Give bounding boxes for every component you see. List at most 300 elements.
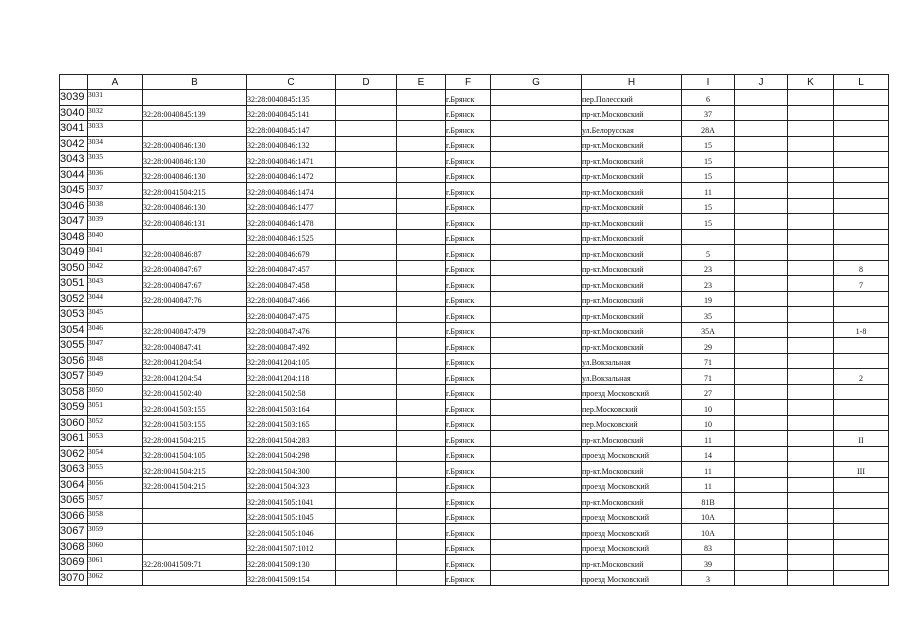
cell-h[interactable]: проезд Московский (582, 508, 682, 524)
cell-b[interactable] (143, 524, 247, 540)
cell-h[interactable]: пр-кт.Московский (582, 183, 682, 199)
cell-i[interactable]: 71 (682, 353, 735, 369)
cell-a[interactable]: 3041 (88, 245, 143, 261)
cell-h[interactable]: пр-кт.Московский (582, 307, 682, 323)
cell-g[interactable] (491, 555, 582, 571)
cell-i[interactable]: 35А (682, 322, 735, 338)
cell-j[interactable] (735, 307, 788, 323)
cell-h[interactable]: проезд Московский (582, 384, 682, 400)
cell-c[interactable]: 32:28:0040846:1478 (247, 214, 336, 230)
cell-h[interactable]: ул.Белорусская (582, 121, 682, 137)
cell-g[interactable] (491, 462, 582, 478)
cell-l[interactable]: 2 (834, 369, 889, 385)
cell-i[interactable]: 11 (682, 462, 735, 478)
cell-d[interactable] (336, 338, 397, 354)
cell-j[interactable] (735, 353, 788, 369)
cell-c[interactable]: 32:28:0040847:475 (247, 307, 336, 323)
cell-e[interactable] (397, 508, 446, 524)
cell-d[interactable] (336, 384, 397, 400)
cell-e[interactable] (397, 245, 446, 261)
cell-b[interactable]: 32:28:0041509:71 (143, 555, 247, 571)
cell-a[interactable]: 3038 (88, 198, 143, 214)
cell-e[interactable] (397, 477, 446, 493)
cell-k[interactable] (788, 539, 834, 555)
cell-k[interactable] (788, 136, 834, 152)
column-header-i[interactable]: I (682, 75, 735, 90)
cell-f[interactable]: г.Брянск (446, 183, 491, 199)
row-number[interactable]: 3050 (60, 260, 88, 276)
cell-h[interactable]: проезд Московский (582, 477, 682, 493)
cell-b[interactable]: 32:28:0040846:87 (143, 245, 247, 261)
cell-f[interactable]: г.Брянск (446, 415, 491, 431)
cell-l[interactable] (834, 183, 889, 199)
cell-f[interactable]: г.Брянск (446, 260, 491, 276)
cell-e[interactable] (397, 198, 446, 214)
cell-d[interactable] (336, 183, 397, 199)
cell-b[interactable]: 32:28:0040846:130 (143, 136, 247, 152)
cell-c[interactable]: 32:28:0040846:679 (247, 245, 336, 261)
cell-b[interactable]: 32:28:0041504:215 (143, 183, 247, 199)
cell-f[interactable]: г.Брянск (446, 493, 491, 509)
column-header-j[interactable]: J (735, 75, 788, 90)
cell-i[interactable]: 83 (682, 539, 735, 555)
cell-k[interactable] (788, 353, 834, 369)
cell-l[interactable] (834, 384, 889, 400)
cell-k[interactable] (788, 198, 834, 214)
cell-g[interactable] (491, 493, 582, 509)
cell-k[interactable] (788, 524, 834, 540)
cell-f[interactable]: г.Брянск (446, 524, 491, 540)
cell-e[interactable] (397, 214, 446, 230)
cell-g[interactable] (491, 167, 582, 183)
cell-e[interactable] (397, 183, 446, 199)
row-number[interactable]: 3044 (60, 167, 88, 183)
cell-f[interactable]: г.Брянск (446, 570, 491, 586)
cell-e[interactable] (397, 524, 446, 540)
cell-a[interactable]: 3040 (88, 229, 143, 245)
cell-e[interactable] (397, 105, 446, 121)
cell-j[interactable] (735, 431, 788, 447)
cell-h[interactable]: проезд Московский (582, 539, 682, 555)
cell-i[interactable]: 11 (682, 431, 735, 447)
cell-c[interactable]: 32:28:0040845:135 (247, 90, 336, 106)
cell-i[interactable]: 35 (682, 307, 735, 323)
row-number[interactable]: 3047 (60, 214, 88, 230)
cell-i[interactable]: 37 (682, 105, 735, 121)
cell-h[interactable]: пр-кт.Московский (582, 167, 682, 183)
cell-a[interactable]: 3056 (88, 477, 143, 493)
cell-k[interactable] (788, 462, 834, 478)
cell-i[interactable]: 39 (682, 555, 735, 571)
cell-c[interactable]: 32:28:0040846:1525 (247, 229, 336, 245)
cell-l[interactable] (834, 353, 889, 369)
cell-e[interactable] (397, 152, 446, 168)
cell-h[interactable]: проезд Московский (582, 524, 682, 540)
cell-h[interactable]: пр-кт.Московский (582, 136, 682, 152)
cell-a[interactable]: 3053 (88, 431, 143, 447)
cell-i[interactable]: 28А (682, 121, 735, 137)
cell-k[interactable] (788, 477, 834, 493)
cell-h[interactable]: пер.Московский (582, 400, 682, 416)
cell-j[interactable] (735, 524, 788, 540)
cell-g[interactable] (491, 369, 582, 385)
cell-d[interactable] (336, 276, 397, 292)
cell-c[interactable]: 32:28:0041504:300 (247, 462, 336, 478)
cell-j[interactable] (735, 462, 788, 478)
cell-k[interactable] (788, 105, 834, 121)
cell-l[interactable] (834, 307, 889, 323)
cell-i[interactable]: 27 (682, 384, 735, 400)
cell-b[interactable]: 32:28:0040847:67 (143, 260, 247, 276)
cell-c[interactable]: 32:28:0041204:105 (247, 353, 336, 369)
cell-c[interactable]: 32:28:0041505:1045 (247, 508, 336, 524)
cell-i[interactable]: 11 (682, 183, 735, 199)
row-number[interactable]: 3057 (60, 369, 88, 385)
cell-l[interactable]: 8 (834, 260, 889, 276)
cell-f[interactable]: г.Брянск (446, 307, 491, 323)
cell-e[interactable] (397, 400, 446, 416)
cell-e[interactable] (397, 322, 446, 338)
cell-j[interactable] (735, 276, 788, 292)
cell-d[interactable] (336, 291, 397, 307)
cell-f[interactable]: г.Брянск (446, 384, 491, 400)
cell-h[interactable]: пер.Полесский (582, 90, 682, 106)
cell-k[interactable] (788, 214, 834, 230)
cell-f[interactable]: г.Брянск (446, 90, 491, 106)
row-number[interactable]: 3041 (60, 121, 88, 137)
cell-e[interactable] (397, 229, 446, 245)
cell-d[interactable] (336, 415, 397, 431)
column-header-a[interactable]: A (88, 75, 143, 90)
cell-h[interactable]: пр-кт.Московский (582, 245, 682, 261)
cell-l[interactable] (834, 136, 889, 152)
cell-b[interactable]: 32:28:0041503:155 (143, 400, 247, 416)
cell-f[interactable]: г.Брянск (446, 369, 491, 385)
cell-a[interactable]: 3032 (88, 105, 143, 121)
cell-g[interactable] (491, 229, 582, 245)
cell-h[interactable]: пр-кт.Московский (582, 229, 682, 245)
cell-d[interactable] (336, 508, 397, 524)
row-number[interactable]: 3068 (60, 539, 88, 555)
cell-h[interactable]: пр-кт.Московский (582, 152, 682, 168)
cell-e[interactable] (397, 369, 446, 385)
cell-j[interactable] (735, 477, 788, 493)
cell-c[interactable]: 32:28:0041503:164 (247, 400, 336, 416)
row-number[interactable]: 3069 (60, 555, 88, 571)
cell-b[interactable]: 32:28:0040846:130 (143, 152, 247, 168)
cell-f[interactable]: г.Брянск (446, 431, 491, 447)
cell-i[interactable]: 14 (682, 446, 735, 462)
cell-k[interactable] (788, 183, 834, 199)
cell-e[interactable] (397, 431, 446, 447)
cell-a[interactable]: 3035 (88, 152, 143, 168)
cell-j[interactable] (735, 90, 788, 106)
cell-a[interactable]: 3037 (88, 183, 143, 199)
cell-g[interactable] (491, 415, 582, 431)
cell-k[interactable] (788, 369, 834, 385)
cell-i[interactable]: 15 (682, 167, 735, 183)
column-header-d[interactable]: D (336, 75, 397, 90)
row-number[interactable]: 3040 (60, 105, 88, 121)
cell-c[interactable]: 32:28:0040847:476 (247, 322, 336, 338)
cell-g[interactable] (491, 105, 582, 121)
row-number[interactable]: 3051 (60, 276, 88, 292)
cell-f[interactable]: г.Брянск (446, 539, 491, 555)
cell-i[interactable]: 3 (682, 570, 735, 586)
cell-i[interactable]: 15 (682, 136, 735, 152)
cell-c[interactable]: 32:28:0040846:1472 (247, 167, 336, 183)
cell-f[interactable]: г.Брянск (446, 229, 491, 245)
cell-d[interactable] (336, 121, 397, 137)
cell-b[interactable] (143, 90, 247, 106)
cell-d[interactable] (336, 539, 397, 555)
cell-k[interactable] (788, 90, 834, 106)
cell-l[interactable] (834, 167, 889, 183)
cell-a[interactable]: 3036 (88, 167, 143, 183)
cell-l[interactable]: 1-8 (834, 322, 889, 338)
cell-c[interactable]: 32:28:0040845:141 (247, 105, 336, 121)
cell-j[interactable] (735, 183, 788, 199)
row-number[interactable]: 3070 (60, 570, 88, 586)
cell-k[interactable] (788, 291, 834, 307)
cell-d[interactable] (336, 105, 397, 121)
cell-k[interactable] (788, 508, 834, 524)
cell-b[interactable] (143, 229, 247, 245)
cell-a[interactable]: 3057 (88, 493, 143, 509)
cell-d[interactable] (336, 369, 397, 385)
cell-l[interactable] (834, 105, 889, 121)
cell-g[interactable] (491, 121, 582, 137)
cell-c[interactable]: 32:28:0041509:154 (247, 570, 336, 586)
cell-f[interactable]: г.Брянск (446, 105, 491, 121)
cell-l[interactable] (834, 524, 889, 540)
cell-k[interactable] (788, 152, 834, 168)
cell-f[interactable]: г.Брянск (446, 276, 491, 292)
cell-l[interactable]: II (834, 431, 889, 447)
cell-f[interactable]: г.Брянск (446, 291, 491, 307)
cell-j[interactable] (735, 322, 788, 338)
cell-l[interactable] (834, 539, 889, 555)
cell-f[interactable]: г.Брянск (446, 136, 491, 152)
cell-h[interactable]: пр-кт.Московский (582, 431, 682, 447)
cell-g[interactable] (491, 446, 582, 462)
cell-c[interactable]: 32:28:0041504:323 (247, 477, 336, 493)
cell-c[interactable]: 32:28:0041204:118 (247, 369, 336, 385)
cell-f[interactable]: г.Брянск (446, 245, 491, 261)
cell-a[interactable]: 3034 (88, 136, 143, 152)
cell-l[interactable] (834, 245, 889, 261)
cell-g[interactable] (491, 307, 582, 323)
row-number[interactable]: 3053 (60, 307, 88, 323)
cell-i[interactable]: 15 (682, 152, 735, 168)
cell-f[interactable]: г.Брянск (446, 198, 491, 214)
cell-f[interactable]: г.Брянск (446, 462, 491, 478)
row-number[interactable]: 3056 (60, 353, 88, 369)
cell-d[interactable] (336, 446, 397, 462)
cell-j[interactable] (735, 555, 788, 571)
row-number[interactable]: 3059 (60, 400, 88, 416)
cell-j[interactable] (735, 105, 788, 121)
cell-h[interactable]: проезд Московский (582, 570, 682, 586)
cell-d[interactable] (336, 431, 397, 447)
cell-a[interactable]: 3042 (88, 260, 143, 276)
cell-b[interactable]: 32:28:0040846:130 (143, 167, 247, 183)
cell-b[interactable]: 32:28:0040847:76 (143, 291, 247, 307)
cell-g[interactable] (491, 136, 582, 152)
cell-d[interactable] (336, 462, 397, 478)
cell-f[interactable]: г.Брянск (446, 121, 491, 137)
cell-i[interactable]: 15 (682, 214, 735, 230)
cell-j[interactable] (735, 539, 788, 555)
cell-e[interactable] (397, 291, 446, 307)
cell-k[interactable] (788, 431, 834, 447)
cell-a[interactable]: 3062 (88, 570, 143, 586)
cell-a[interactable]: 3031 (88, 90, 143, 106)
cell-l[interactable] (834, 446, 889, 462)
cell-e[interactable] (397, 338, 446, 354)
cell-c[interactable]: 32:28:0041504:298 (247, 446, 336, 462)
cell-h[interactable]: пр-кт.Московский (582, 338, 682, 354)
cell-h[interactable]: пр-кт.Московский (582, 291, 682, 307)
row-number[interactable]: 3060 (60, 415, 88, 431)
cell-e[interactable] (397, 570, 446, 586)
cell-a[interactable]: 3046 (88, 322, 143, 338)
row-number[interactable]: 3067 (60, 524, 88, 540)
cell-d[interactable] (336, 477, 397, 493)
cell-j[interactable] (735, 198, 788, 214)
cell-d[interactable] (336, 400, 397, 416)
cell-j[interactable] (735, 570, 788, 586)
corner-cell[interactable] (60, 75, 88, 90)
cell-c[interactable]: 32:28:0040846:1474 (247, 183, 336, 199)
row-number[interactable]: 3058 (60, 384, 88, 400)
cell-l[interactable] (834, 229, 889, 245)
cell-l[interactable] (834, 493, 889, 509)
cell-h[interactable]: ул.Вокзальная (582, 353, 682, 369)
cell-h[interactable]: пр-кт.Московский (582, 260, 682, 276)
cell-b[interactable]: 32:28:0040846:130 (143, 198, 247, 214)
cell-g[interactable] (491, 477, 582, 493)
cell-b[interactable]: 32:28:0041504:215 (143, 431, 247, 447)
cell-i[interactable]: 23 (682, 276, 735, 292)
cell-j[interactable] (735, 400, 788, 416)
cell-a[interactable]: 3059 (88, 524, 143, 540)
cell-l[interactable] (834, 508, 889, 524)
cell-l[interactable] (834, 152, 889, 168)
cell-l[interactable] (834, 291, 889, 307)
row-number[interactable]: 3065 (60, 493, 88, 509)
cell-b[interactable]: 32:28:0041204:54 (143, 369, 247, 385)
cell-j[interactable] (735, 338, 788, 354)
cell-j[interactable] (735, 369, 788, 385)
cell-h[interactable]: пр-кт.Московский (582, 276, 682, 292)
column-header-k[interactable]: K (788, 75, 834, 90)
cell-k[interactable] (788, 322, 834, 338)
row-number[interactable]: 3054 (60, 322, 88, 338)
row-number[interactable]: 3043 (60, 152, 88, 168)
cell-b[interactable] (143, 121, 247, 137)
cell-f[interactable]: г.Брянск (446, 555, 491, 571)
cell-i[interactable]: 10 (682, 415, 735, 431)
cell-h[interactable]: пр-кт.Московский (582, 493, 682, 509)
cell-b[interactable]: 32:28:0040847:67 (143, 276, 247, 292)
row-number[interactable]: 3062 (60, 446, 88, 462)
cell-b[interactable] (143, 493, 247, 509)
cell-h[interactable]: ул.Вокзальная (582, 369, 682, 385)
cell-g[interactable] (491, 570, 582, 586)
row-number[interactable]: 3039 (60, 90, 88, 106)
cell-f[interactable]: г.Брянск (446, 446, 491, 462)
cell-e[interactable] (397, 384, 446, 400)
cell-k[interactable] (788, 555, 834, 571)
cell-e[interactable] (397, 136, 446, 152)
cell-i[interactable]: 10А (682, 508, 735, 524)
row-number[interactable]: 3055 (60, 338, 88, 354)
cell-i[interactable]: 10 (682, 400, 735, 416)
cell-h[interactable]: проезд Московский (582, 446, 682, 462)
cell-k[interactable] (788, 400, 834, 416)
cell-k[interactable] (788, 415, 834, 431)
cell-g[interactable] (491, 400, 582, 416)
cell-a[interactable]: 3044 (88, 291, 143, 307)
cell-e[interactable] (397, 307, 446, 323)
cell-b[interactable]: 32:28:0040845:139 (143, 105, 247, 121)
cell-g[interactable] (491, 524, 582, 540)
cell-e[interactable] (397, 446, 446, 462)
cell-k[interactable] (788, 384, 834, 400)
cell-d[interactable] (336, 214, 397, 230)
cell-g[interactable] (491, 291, 582, 307)
cell-d[interactable] (336, 555, 397, 571)
column-header-f[interactable]: F (446, 75, 491, 90)
cell-c[interactable]: 32:28:0040845:147 (247, 121, 336, 137)
cell-l[interactable] (834, 214, 889, 230)
cell-l[interactable] (834, 400, 889, 416)
cell-c[interactable]: 32:28:0041509:130 (247, 555, 336, 571)
cell-i[interactable]: 5 (682, 245, 735, 261)
cell-i[interactable]: 23 (682, 260, 735, 276)
cell-d[interactable] (336, 353, 397, 369)
cell-k[interactable] (788, 245, 834, 261)
cell-l[interactable] (834, 570, 889, 586)
cell-l[interactable] (834, 198, 889, 214)
cell-g[interactable] (491, 384, 582, 400)
cell-f[interactable]: г.Брянск (446, 214, 491, 230)
cell-k[interactable] (788, 167, 834, 183)
cell-d[interactable] (336, 167, 397, 183)
cell-g[interactable] (491, 183, 582, 199)
cell-d[interactable] (336, 136, 397, 152)
cell-i[interactable]: 15 (682, 198, 735, 214)
cell-a[interactable]: 3049 (88, 369, 143, 385)
cell-a[interactable]: 3055 (88, 462, 143, 478)
cell-b[interactable]: 32:28:0041504:215 (143, 477, 247, 493)
row-number[interactable]: 3061 (60, 431, 88, 447)
cell-f[interactable]: г.Брянск (446, 508, 491, 524)
cell-j[interactable] (735, 508, 788, 524)
cell-f[interactable]: г.Брянск (446, 167, 491, 183)
cell-i[interactable]: 81В (682, 493, 735, 509)
cell-b[interactable]: 32:28:0041204:54 (143, 353, 247, 369)
column-header-e[interactable]: E (397, 75, 446, 90)
cell-g[interactable] (491, 90, 582, 106)
cell-f[interactable]: г.Брянск (446, 400, 491, 416)
cell-e[interactable] (397, 555, 446, 571)
cell-k[interactable] (788, 121, 834, 137)
cell-h[interactable]: пр-кт.Московский (582, 322, 682, 338)
cell-d[interactable] (336, 152, 397, 168)
cell-a[interactable]: 3045 (88, 307, 143, 323)
